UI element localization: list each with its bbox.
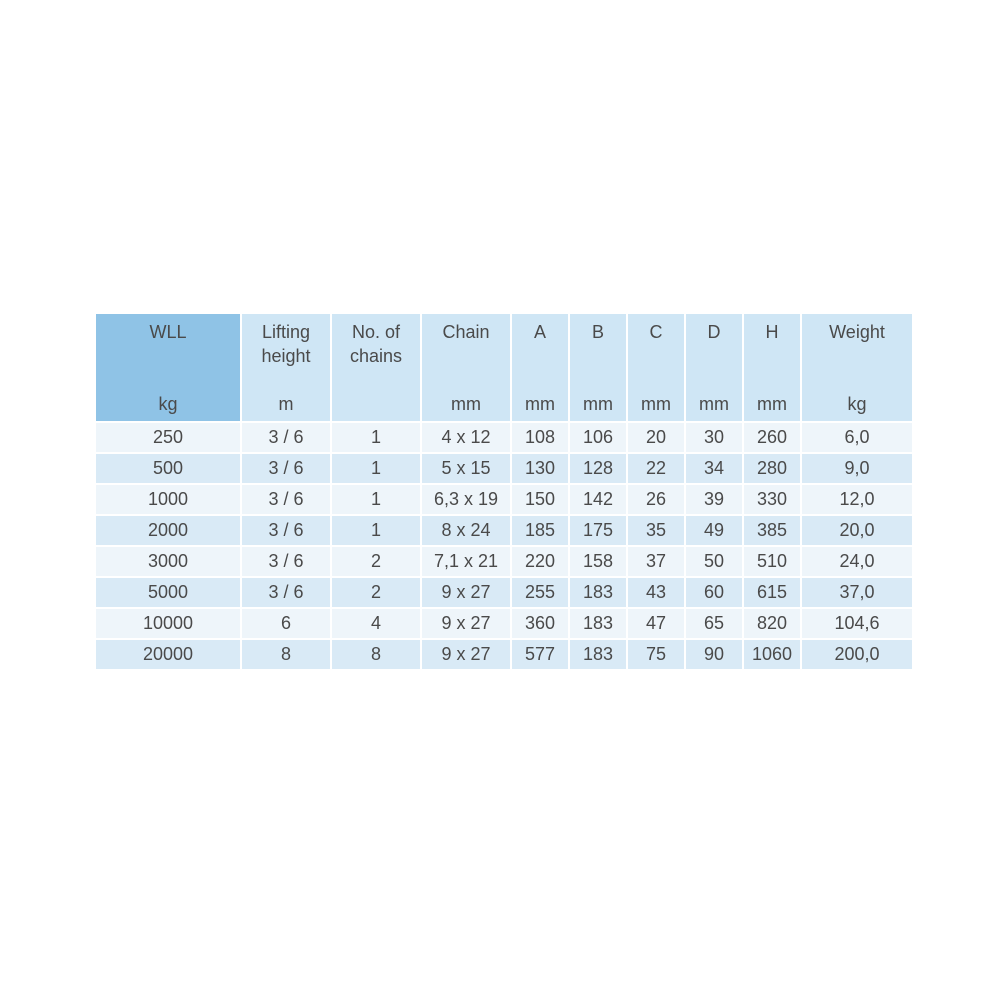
table-cell: 7,1 x 21 xyxy=(422,547,510,576)
table-cell: 106 xyxy=(570,423,626,452)
table-cell: 3 / 6 xyxy=(242,547,330,576)
table-cell: 1 xyxy=(332,423,420,452)
column-header-name: Lifting height xyxy=(261,322,311,366)
table-row xyxy=(96,578,912,607)
column-header-unit: mm xyxy=(641,394,671,414)
column-header-unit: m xyxy=(278,394,294,414)
table-cell: 158 xyxy=(570,547,626,576)
column-header-unit: mm xyxy=(699,394,729,414)
table-cell: 1 xyxy=(332,454,420,483)
table-cell: 2 xyxy=(332,547,420,576)
column-header-unit: mm xyxy=(757,394,787,414)
table-cell: 2 xyxy=(332,578,420,607)
table-cell: 183 xyxy=(570,609,626,638)
table-cell: 175 xyxy=(570,516,626,545)
table-cell: 22 xyxy=(628,454,684,483)
table-cell: 130 xyxy=(512,454,568,483)
column-header xyxy=(96,314,240,421)
table-cell: 615 xyxy=(744,578,800,607)
table-cell: 47 xyxy=(628,609,684,638)
column-header xyxy=(802,314,912,421)
table-cell: 360 xyxy=(512,609,568,638)
specification-table xyxy=(94,312,914,671)
table-row xyxy=(96,423,912,452)
table-cell: 75 xyxy=(628,640,684,669)
table-row xyxy=(96,454,912,483)
table-cell: 255 xyxy=(512,578,568,607)
table-cell: 820 xyxy=(744,609,800,638)
table-cell: 1060 xyxy=(744,640,800,669)
table-cell: 2000 xyxy=(96,516,240,545)
table-cell: 500 xyxy=(96,454,240,483)
column-header xyxy=(242,314,330,421)
table-cell: 39 xyxy=(686,485,742,514)
table-cell: 30 xyxy=(686,423,742,452)
table-cell: 20000 xyxy=(96,640,240,669)
table-cell: 37,0 xyxy=(802,578,912,607)
table-cell: 6,0 xyxy=(802,423,912,452)
column-header-unit: kg xyxy=(847,394,867,414)
column-header-name: C xyxy=(649,322,663,342)
column-header-name: A xyxy=(533,322,546,342)
column-header-unit: mm xyxy=(525,394,555,414)
table-cell: 510 xyxy=(744,547,800,576)
column-header xyxy=(512,314,568,421)
table-cell: 9 x 27 xyxy=(422,640,510,669)
table-cell: 577 xyxy=(512,640,568,669)
table-cell: 49 xyxy=(686,516,742,545)
column-header xyxy=(686,314,742,421)
table-cell: 20 xyxy=(628,423,684,452)
table-header xyxy=(96,314,912,421)
table-cell: 385 xyxy=(744,516,800,545)
table-cell: 26 xyxy=(628,485,684,514)
table-cell: 50 xyxy=(686,547,742,576)
table-cell: 90 xyxy=(686,640,742,669)
table-cell: 8 x 24 xyxy=(422,516,510,545)
column-header-name: Weight xyxy=(829,322,885,342)
table-cell: 4 xyxy=(332,609,420,638)
table-cell: 9 x 27 xyxy=(422,609,510,638)
header-row xyxy=(96,314,912,421)
table-cell: 200,0 xyxy=(802,640,912,669)
column-header-name: B xyxy=(591,322,604,342)
table-cell: 24,0 xyxy=(802,547,912,576)
table-row xyxy=(96,516,912,545)
table-cell: 3 / 6 xyxy=(242,578,330,607)
table-cell: 142 xyxy=(570,485,626,514)
table-cell: 150 xyxy=(512,485,568,514)
table-cell: 3000 xyxy=(96,547,240,576)
column-header-unit: kg xyxy=(158,394,178,414)
table-cell: 183 xyxy=(570,640,626,669)
table-cell: 3 / 6 xyxy=(242,454,330,483)
column-header-name: Chain xyxy=(442,322,490,342)
table-cell: 6 xyxy=(242,609,330,638)
table-row xyxy=(96,609,912,638)
table-cell: 6,3 x 19 xyxy=(422,485,510,514)
column-header xyxy=(570,314,626,421)
table-cell: 330 xyxy=(744,485,800,514)
table-cell: 60 xyxy=(686,578,742,607)
table-cell: 4 x 12 xyxy=(422,423,510,452)
table-cell: 8 xyxy=(242,640,330,669)
column-header xyxy=(628,314,684,421)
table-cell: 1 xyxy=(332,516,420,545)
table-row xyxy=(96,485,912,514)
table-cell: 8 xyxy=(332,640,420,669)
table-cell: 10000 xyxy=(96,609,240,638)
column-header-name: WLL xyxy=(149,322,187,342)
table-cell: 12,0 xyxy=(802,485,912,514)
table-cell: 185 xyxy=(512,516,568,545)
table-cell: 65 xyxy=(686,609,742,638)
table-cell: 104,6 xyxy=(802,609,912,638)
table-cell: 3 / 6 xyxy=(242,516,330,545)
table-cell: 34 xyxy=(686,454,742,483)
table-cell: 1 xyxy=(332,485,420,514)
table-row xyxy=(96,640,912,669)
table-cell: 5 x 15 xyxy=(422,454,510,483)
table-cell: 9,0 xyxy=(802,454,912,483)
table-cell: 43 xyxy=(628,578,684,607)
column-header-name: D xyxy=(707,322,721,342)
table-cell: 183 xyxy=(570,578,626,607)
table-cell: 5000 xyxy=(96,578,240,607)
column-header xyxy=(422,314,510,421)
column-header-unit: mm xyxy=(583,394,613,414)
column-header-name: H xyxy=(765,322,779,342)
column-header xyxy=(332,314,420,421)
table-cell: 220 xyxy=(512,547,568,576)
table-cell: 1000 xyxy=(96,485,240,514)
table-cell: 37 xyxy=(628,547,684,576)
column-header-unit: mm xyxy=(451,394,481,414)
column-header-name: No. of chains xyxy=(349,322,403,366)
table-cell: 250 xyxy=(96,423,240,452)
table-cell: 128 xyxy=(570,454,626,483)
spec-table-container xyxy=(94,312,912,671)
table-body xyxy=(96,423,912,669)
table-cell: 3 / 6 xyxy=(242,485,330,514)
table-cell: 108 xyxy=(512,423,568,452)
table-cell: 260 xyxy=(744,423,800,452)
column-header xyxy=(744,314,800,421)
table-cell: 20,0 xyxy=(802,516,912,545)
table-cell: 9 x 27 xyxy=(422,578,510,607)
table-cell: 35 xyxy=(628,516,684,545)
table-cell: 3 / 6 xyxy=(242,423,330,452)
table-cell: 280 xyxy=(744,454,800,483)
table-row xyxy=(96,547,912,576)
